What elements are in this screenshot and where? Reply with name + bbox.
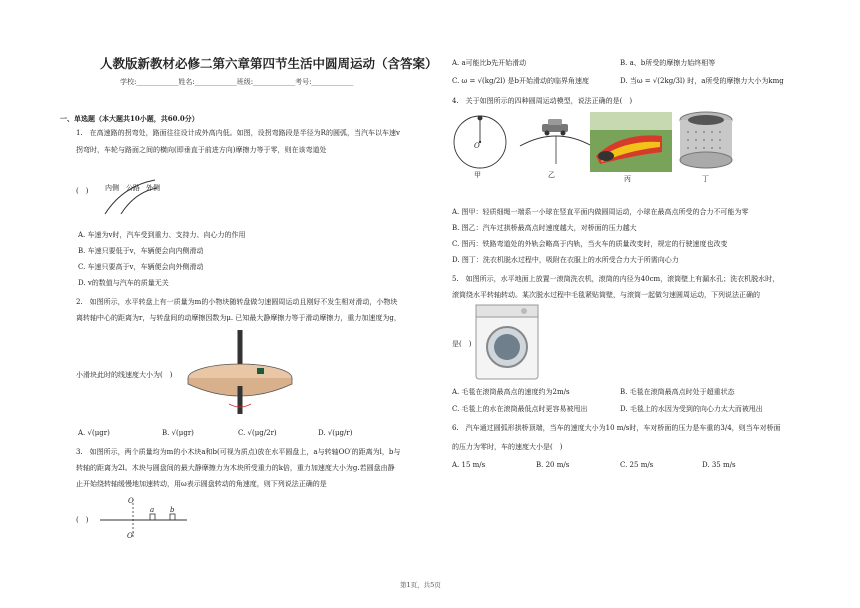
q5-blank: 是( ) (452, 340, 472, 348)
q4-option-c: C. 图丙：铁路弯道处的外轨会略高于内轨，当火车的质量改变时，规定的行驶速度也改变 (452, 240, 728, 248)
q3-text-line3: 止开始绕转轴缓慢地加速转动，用ω表示圆盘转动的角速度，则下列说法正确的是 (76, 480, 327, 488)
q4-figure-d-drum (676, 110, 736, 170)
q3-option-d: D. 当ω = √(2kg/3l) 时，a所受的摩擦力大小为kmg (620, 77, 784, 85)
q5-option-b: B. 毛毯在滚筒最高点时处于超重状态 (620, 388, 735, 396)
q4-figure-a-circle (452, 112, 517, 172)
q3-label-b: b (170, 506, 175, 514)
q4-label-bing: 丙 (624, 175, 631, 183)
q3-option-b: B. a、b所受的摩擦力始终相等 (620, 59, 716, 67)
q1-option-a: A. 车速为v时，汽车受到重力、支持力、向心力的作用 (78, 231, 246, 239)
q5-washing-machine-figure (474, 303, 540, 381)
q6-option-a: A. 15 m/s (452, 461, 486, 469)
q6-option-b: B. 20 m/s (536, 461, 570, 469)
q3-label-o-prime: O′ (127, 532, 135, 540)
q4-figure-b-bridge (516, 116, 596, 172)
q4-option-a: A. 图甲：轻质细绳一端系一小球在竖直平面内做圆周运动，小球在最高点所受的合力不可能为零 (452, 208, 749, 216)
q3-blank: ( ) (76, 516, 89, 524)
q5-text-line1: 5. 如图所示，水平地面上放置一滚筒洗衣机，滚筒的内径为40cm，滚筒壁上有漏水孔；洗衣机脱水时， (452, 275, 780, 283)
q3-option-c: C. ω = √(kg/2l) 是b开始滑动的临界角速度 (452, 77, 589, 85)
q3-label-a: a (150, 506, 155, 514)
q1-option-b: B. 车速只要低于v，车辆便会向内侧滑动 (78, 247, 204, 255)
q6-text-line2: 的压力为零时，车的速度大小是( ) (452, 443, 563, 451)
q5-option-c: C. 毛毯上的水在滚筒最低点时更容易被甩出 (452, 405, 588, 413)
q1-label-road: 公路 (126, 184, 140, 192)
q2-option-d: D. √(μg/r) (318, 429, 353, 437)
q1-text-line1: 1. 在高速路的拐弯处，路面往往设计成外高内低。如图，设拐弯路段是半径为R的圆弧，当汽车以车速v (76, 129, 400, 137)
q4-option-d: D. 图丁：洗衣机脱水过程中，吸附在衣服上的水所受合力大于所需向心力 (452, 256, 679, 264)
q3-disk-figure (95, 497, 195, 542)
q1-text-line2: 拐弯时，车轮与路面之间的横向(即垂直于前进方向)摩擦力等于零，则在该弯道处 (76, 146, 327, 154)
q4-figure-c-train (590, 112, 672, 172)
q3-text-line2: 转轴的距离为2l。木块与圆盘间的最大静摩擦力为木块所受重力的k倍，重力加速度大小为g.若圆盘由静 (76, 464, 395, 472)
q4-center-label: O (474, 142, 480, 150)
q1-option-c: C. 车速只要高于v，车辆便会向外侧滑动 (78, 263, 204, 271)
q2-text-line3: 小滑块此时的线速度大小为( ) (76, 371, 173, 379)
q2-turntable-figure (185, 328, 295, 418)
q2-text-line2: 离转轴中心的距离为r，与转盘间的动摩擦因数为μ. 已知最大静摩擦力等于滑动摩擦力，重力加速度为g， (76, 314, 401, 322)
document-title: 人教版新教材必修二第六章第四节生活中圆周运动（含答案） (100, 56, 438, 71)
q1-label-outer: 外侧 (146, 184, 160, 192)
q4-label-jia: 甲 (474, 171, 481, 179)
q1-option-d: D. v的数值与汽车的质量无关 (78, 279, 169, 287)
q4-label-yi: 乙 (548, 171, 555, 179)
q1-label-inner: 内侧 (105, 184, 119, 192)
q5-text-line2: 滚筒绕水平转轴转动。某次脱水过程中毛毯紧贴筒壁，与滚筒一起做匀速圆周运动，下列说法正确的 (452, 291, 760, 299)
q4-option-b: B. 图乙：汽车过拱桥最高点时速度越大，对桥面的压力越大 (452, 224, 637, 232)
student-info-line: 学校:____________姓名:____________班级:____________考号:____________ (120, 78, 354, 86)
q2-text-line1: 2. 如图所示，水平转盘上有一质量为m的小物块随转盘做匀速圆周运动且刚好不发生相对滑动，小物块 (76, 298, 398, 306)
q5-option-d: D. 毛毯上的水因为受到的向心力太大而被甩出 (620, 405, 763, 413)
q6-option-c: C. 25 m/s (620, 461, 654, 469)
q2-option-c: C. √(μg/2r) (238, 429, 277, 437)
q6-text-line1: 6. 汽车通过圆弧形拱桥顶端，当车的速度大小为10 m/s时，车对桥面的压力是车重的3/4，则当车对桥面 (452, 424, 781, 432)
q1-road-figure (95, 176, 195, 216)
q6-option-d: D. 35 m/s (702, 461, 736, 469)
q5-option-a: A. 毛毯在滚筒最高点的速度约为2m/s (452, 388, 570, 396)
q3-text-line1: 3. 如图所示，两个质量均为m的小木块a和b(可视为质点)放在水平圆盘上，a与转轴OO′的距离为l，b与 (76, 448, 401, 456)
q3-option-a: A. a可能比b先开始滑动 (452, 59, 527, 67)
q1-blank: ( ) (76, 187, 89, 195)
q4-text-line1: 4. 关于如图所示的四种圆周运动模型，说法正确的是( ) (452, 97, 633, 105)
page-footer: 第1页，共5页 (400, 581, 441, 589)
q3-label-o: O (128, 497, 134, 505)
q4-label-ding: 丁 (702, 175, 709, 183)
section-heading: 一、单选题（本大题共10小题，共60.0分） (60, 114, 199, 123)
q2-option-a: A. √(μgr) (78, 429, 110, 437)
q2-option-b: B. √(μgr) (162, 429, 194, 437)
